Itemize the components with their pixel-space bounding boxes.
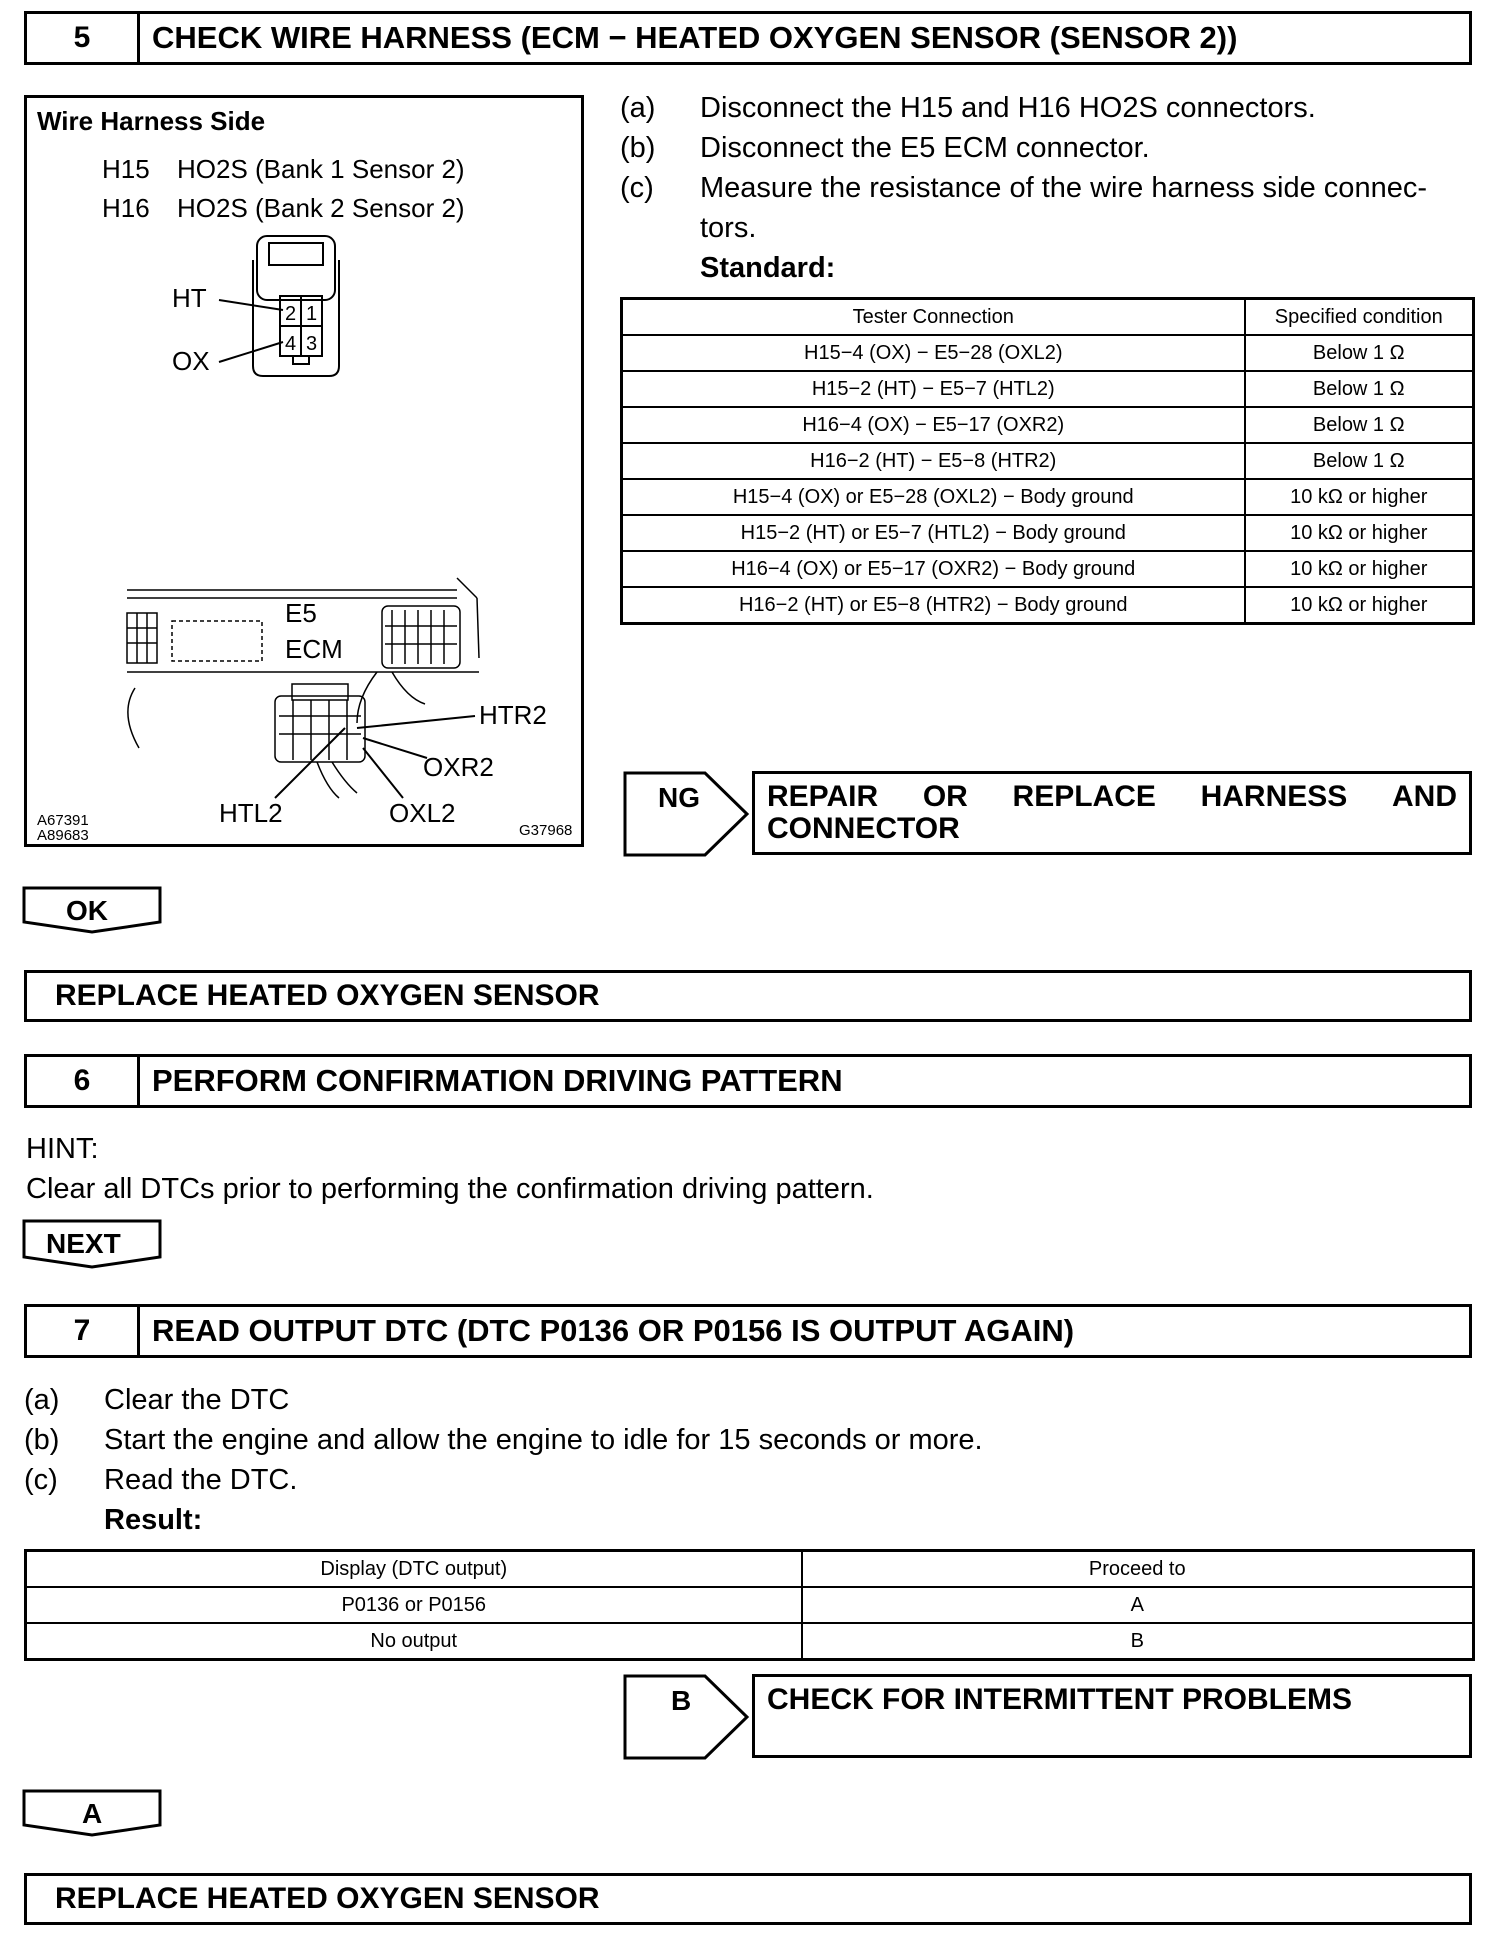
b-action-text: CHECK FOR INTERMITTENT PROBLEMS xyxy=(767,1683,1352,1716)
step-number: 6 xyxy=(27,1057,140,1105)
connector-h15-desc: HO2S (Bank 1 Sensor 2) xyxy=(177,154,465,184)
step-number: 5 xyxy=(27,14,140,62)
ng-label: NG xyxy=(658,782,700,813)
table-header-cell: Proceed to xyxy=(802,1551,1474,1588)
table-row xyxy=(622,479,1474,515)
htr2-leader-line xyxy=(357,716,475,728)
ng-action-word: REPAIR xyxy=(767,780,879,813)
table-cell: Below 1 Ω xyxy=(1245,407,1474,443)
ng-action-word: AND xyxy=(1392,780,1457,813)
next-tab-icon xyxy=(22,1219,164,1269)
pin-1-label: 1 xyxy=(306,303,318,325)
ok-label: OK xyxy=(66,895,108,926)
result-table xyxy=(24,1549,1475,1661)
ok-tab-icon xyxy=(22,886,164,934)
next-label: NEXT xyxy=(46,1228,121,1259)
table-cell: B xyxy=(802,1623,1474,1660)
ox-label: OX xyxy=(172,346,210,376)
table-cell: 10 kΩ or higher xyxy=(1245,479,1474,515)
table-cell: H16−4 (OX) − E5−17 (OXR2) xyxy=(622,407,1245,443)
ng-action-line-1 xyxy=(767,780,1457,814)
a-label: A xyxy=(82,1798,103,1829)
table-cell: H15−4 (OX) or E5−28 (OXL2) − Body ground xyxy=(622,479,1245,515)
table-header-cell: Specified condition xyxy=(1245,299,1474,336)
table-cell: A xyxy=(802,1587,1474,1623)
step-title: PERFORM CONFIRMATION DRIVING PATTERN xyxy=(152,1063,843,1098)
table-cell: H16−2 (HT) − E5−8 (HTR2) xyxy=(622,443,1245,479)
connector-h16-desc: HO2S (Bank 2 Sensor 2) xyxy=(177,193,465,223)
ng-action-line-2: CONNECTOR xyxy=(767,812,960,845)
figure-code-3: G37968 xyxy=(519,822,573,839)
a-action-box xyxy=(24,1873,1472,1925)
pin-2-label: 2 xyxy=(285,303,297,325)
ok-action-text: REPLACE HEATED OXYGEN SENSOR xyxy=(55,979,600,1012)
step-title: CHECK WIRE HARNESS (ECM − HEATED OXYGEN SENSOR (SENSOR 2)) xyxy=(152,20,1238,55)
step-7-c-text: Read the DTC. xyxy=(104,1464,298,1496)
ng-action-word: OR xyxy=(922,780,968,813)
hint-label: HINT: xyxy=(26,1133,99,1165)
table-cell: P0136 or P0156 xyxy=(26,1587,802,1623)
harness-diagram xyxy=(27,98,581,844)
table-cell: Below 1 Ω xyxy=(1245,335,1474,371)
table-cell: H15−4 (OX) − E5−28 (OXL2) xyxy=(622,335,1245,371)
table-cell: Below 1 Ω xyxy=(1245,371,1474,407)
wire-harness-figure xyxy=(24,95,584,847)
step-5-c-text: Measure the resistance of the wire harness side connec- xyxy=(700,172,1427,204)
table-cell: H15−2 (HT) or E5−7 (HTL2) − Body ground xyxy=(622,515,1245,551)
step-5-c-mark: (c) xyxy=(620,172,654,204)
table-row xyxy=(26,1623,1474,1660)
oxr2-leader-line xyxy=(363,738,427,758)
htr2-label: HTR2 xyxy=(479,700,547,730)
table-header-cell: Display (DTC output) xyxy=(26,1551,802,1588)
connector-h15-id: H15 xyxy=(102,154,150,184)
step-7-b-text: Start the engine and allow the engine to idle for 15 seconds or more. xyxy=(104,1424,983,1456)
table-row xyxy=(622,587,1474,624)
table-cell: 10 kΩ or higher xyxy=(1245,515,1474,551)
oxl2-label: OXL2 xyxy=(389,798,456,828)
pin-4-label: 4 xyxy=(285,333,297,355)
a-tab-icon xyxy=(22,1789,164,1837)
b-arrow-icon xyxy=(623,1674,753,1760)
a-action-text: REPLACE HEATED OXYGEN SENSOR xyxy=(55,1882,600,1915)
standard-label: Standard: xyxy=(700,252,836,284)
step-7-a-text: Clear the DTC xyxy=(104,1384,290,1416)
ng-arrow-icon xyxy=(623,771,753,857)
table-row xyxy=(622,551,1474,587)
step-7-header xyxy=(24,1304,1472,1358)
ht-leader-line xyxy=(219,300,283,310)
step-5-a-mark: (a) xyxy=(620,92,656,124)
figure-code-1: A67391 xyxy=(37,812,89,829)
ht-label: HT xyxy=(172,283,207,313)
table-row xyxy=(622,407,1474,443)
b-label: B xyxy=(671,1685,692,1716)
htl2-leader-line xyxy=(275,728,345,798)
connector-h16-id: H16 xyxy=(102,193,150,223)
step-7-c-mark: (c) xyxy=(24,1464,58,1496)
table-cell: Below 1 Ω xyxy=(1245,443,1474,479)
table-cell: H15−2 (HT) − E5−7 (HTL2) xyxy=(622,371,1245,407)
step-title: READ OUTPUT DTC (DTC P0136 OR P0156 IS OUTPUT AGAIN) xyxy=(152,1313,1075,1348)
hint-text: Clear all DTCs prior to performing the confirmation driving pattern. xyxy=(26,1173,874,1205)
table-header-row xyxy=(622,299,1474,336)
ok-action-box xyxy=(24,970,1472,1022)
table-cell: 10 kΩ or higher xyxy=(1245,587,1474,624)
oxr2-label: OXR2 xyxy=(423,752,494,782)
step-7-a-mark: (a) xyxy=(24,1384,60,1416)
table-cell: H16−4 (OX) or E5−17 (OXR2) − Body ground xyxy=(622,551,1245,587)
step-6-header xyxy=(24,1054,1472,1108)
ng-action-word: REPLACE xyxy=(1012,780,1156,813)
ng-action-box xyxy=(752,771,1472,855)
step-number: 7 xyxy=(27,1307,140,1355)
standard-table xyxy=(620,297,1475,625)
pin-3-label: 3 xyxy=(306,333,318,355)
table-cell: No output xyxy=(26,1623,802,1660)
table-header-cell: Tester Connection xyxy=(622,299,1245,336)
table-row xyxy=(622,515,1474,551)
oxl2-leader-line xyxy=(363,748,403,798)
step-5-b-mark: (b) xyxy=(620,132,656,164)
step-5-b-text: Disconnect the E5 ECM connector. xyxy=(700,132,1150,164)
figure-code-2: A89683 xyxy=(37,827,89,844)
step-5-c-text-cont: tors. xyxy=(700,212,757,244)
table-row xyxy=(622,335,1474,371)
table-row xyxy=(622,443,1474,479)
table-header-row xyxy=(26,1551,1474,1588)
table-cell: 10 kΩ or higher xyxy=(1245,551,1474,587)
htl2-label: HTL2 xyxy=(219,798,283,828)
result-label: Result: xyxy=(104,1504,203,1536)
ecm-id-label: E5 xyxy=(285,598,317,628)
b-action-box xyxy=(752,1674,1472,1758)
ox-leader-line xyxy=(219,342,283,362)
table-row xyxy=(622,371,1474,407)
table-cell: H16−2 (HT) or E5−8 (HTR2) − Body ground xyxy=(622,587,1245,624)
step-7-b-mark: (b) xyxy=(24,1424,60,1456)
ng-action-word: HARNESS xyxy=(1200,780,1348,813)
step-5-header xyxy=(24,11,1472,65)
figure-heading: Wire Harness Side xyxy=(37,106,266,136)
table-row xyxy=(26,1587,1474,1623)
ecm-label: ECM xyxy=(285,634,343,664)
step-5-a-text: Disconnect the H15 and H16 HO2S connectors. xyxy=(700,92,1316,124)
